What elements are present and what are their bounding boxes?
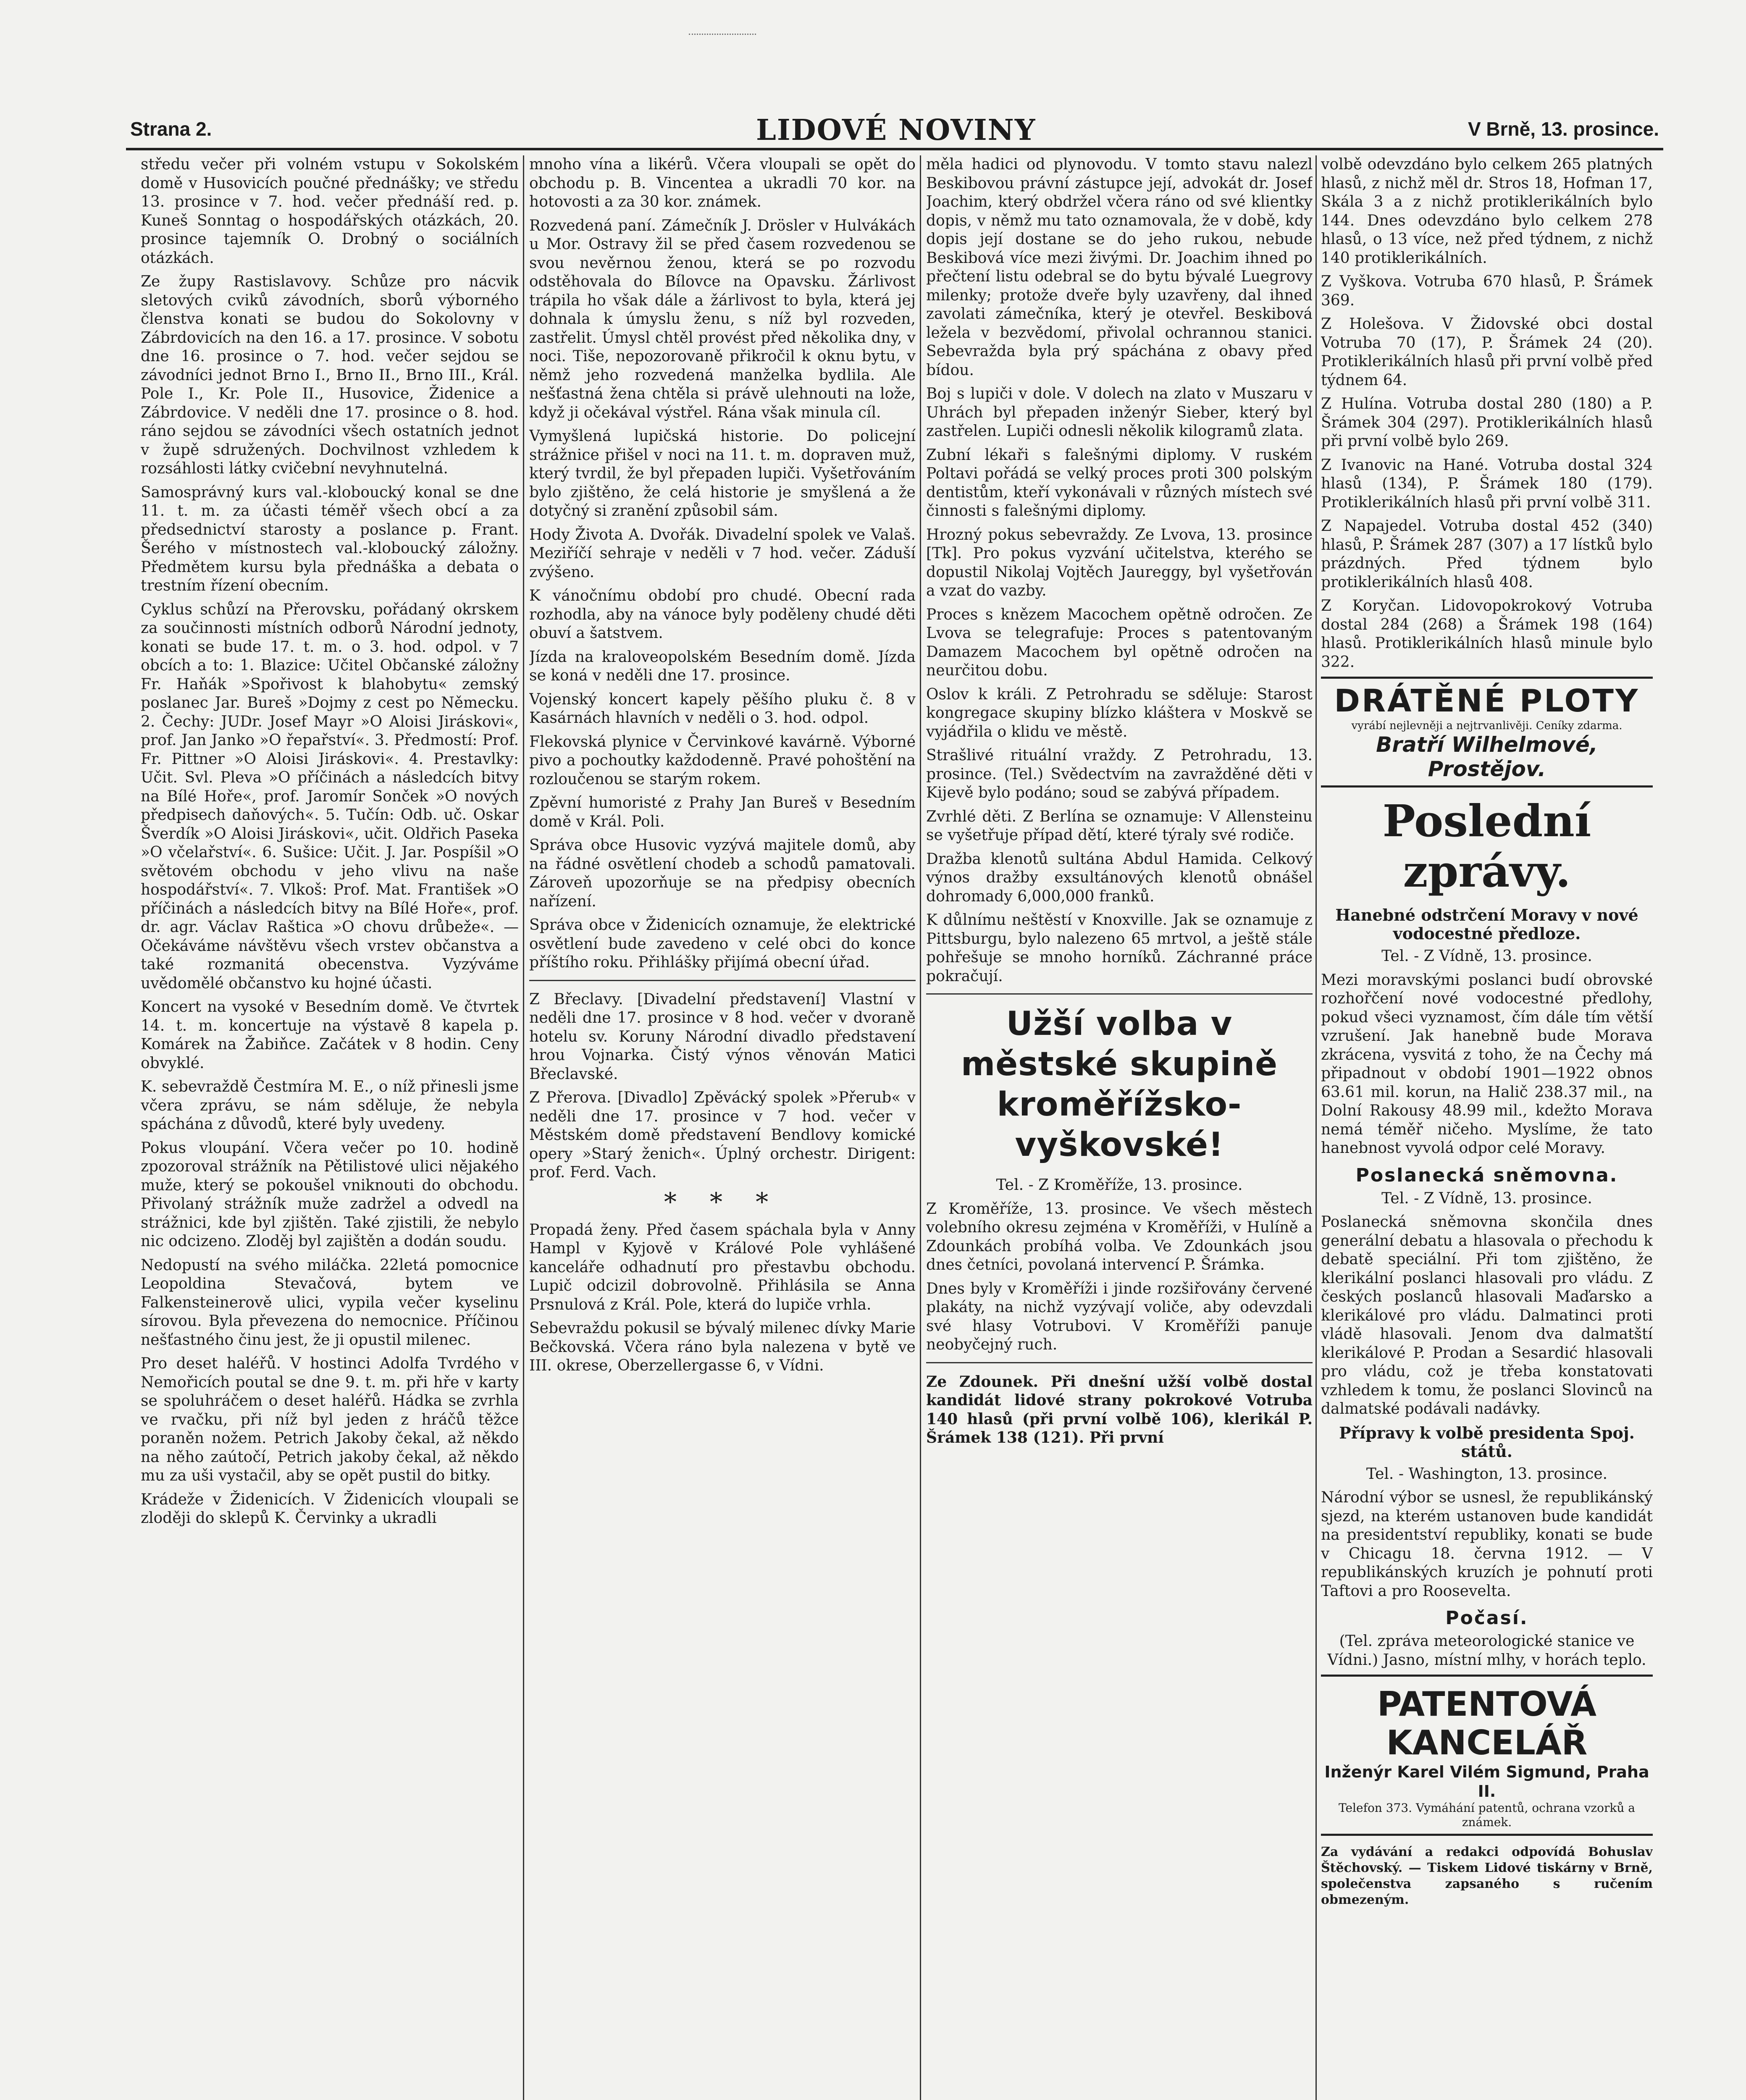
article: Z Koryčan. Lidovopokrokový Votruba dostal 284 (268) a Šrámek 198 (164) hlasů. Protiklerikálních hlasů minule bylo 322.	[1321, 597, 1653, 671]
article: Národní výbor se usnesl, že republikánský sjezd, na kterém ustanoven bude kandidát na presidentství republiky, konati se bude v Chicagu 18. června 1912. — V republikánských kruzích je pohnutí proti Taftovi a pro Roosevelta.	[1321, 1489, 1653, 1600]
article: Oslov k králi. Z Petrohradu se sděluje: Starost kongregace skupiny blízko kláštera v Moskvě se vyjádřila o klidu ve městě.	[926, 685, 1313, 740]
divider	[529, 980, 916, 981]
date-place: V Brně, 13. prosince.	[1468, 118, 1659, 140]
article: K. sebevraždě Čestmíra M. E., o níž přinesli jsme včera zprávu, se nám sděluje, že nebyla spáchána z důvodů, které byly uvedeny.	[141, 1078, 519, 1133]
article: Z Holešova. V Židovské obci dostal Votruba 70 (17), P. Šrámek 24 (20). Protiklerikálních hlasů při první volbě před týdnem 64.	[1321, 315, 1653, 389]
article: K důlnímu neštěstí v Knoxville. Jak se oznamuje z Pittsburgu, bylo nalezeno 65 mrtvol, a ještě stále pohřešuje se mnoho horníků. Záchranné práce pokračují.	[926, 911, 1313, 985]
column-2	[529, 155, 916, 2100]
article: Dražba klenotů sultána Abdul Hamida. Celkový výnos dražby exsultánových klenotů obnášel dohromady 6,000,000 franků.	[926, 850, 1313, 905]
article: Dnes byly v Kroměříži i jinde rozšiřovány červené plakáty, na nichž vyzývají voliče, aby odevzdali své hlasy Votrubovi. V Kroměříži panuje neobyčejný ruch.	[926, 1280, 1313, 1353]
page-header	[130, 113, 1659, 147]
article: Zvrhlé děti. Z Berlína se oznamuje: V Allensteinu se vyšetřuje případ dětí, které týraly své rodiče.	[926, 808, 1313, 844]
advertisement-wire-fences	[1321, 677, 1653, 788]
newspaper-title: LIDOVÉ NOVINY	[756, 113, 1036, 147]
article: středu večer při volném vstupu v Sokolském domě v Husovicích poučné přednášky; ve středu 13. prosince v 7. hod. večer přednáší red. p. Kuneš Sonntag o hospodářských otázkách, 20. prosince tajemník O. Drobný o sociálních otázkách.	[141, 156, 519, 267]
article: Správa obce v Židenicích oznamuje, že elektrické osvětlení bude zavedeno v celé obci do konce příštího roku. Přihlášky přijímá obecní úřad.	[529, 916, 916, 971]
article: Ze župy Rastislavovy. Schůze pro nácvik sletových cviků závodních, sborů výborného členstva konati se budou do Sokolovny v Zábrdovicích na den 16. a 17. prosince. V sobotu dne 16. prosince o 7. hod. večer sejdou se závodníci jednot Brno I., Brno II., Brno III., Král. Pole I., Kr. Pole II., Husovice, Židenice a Zábrdovice. V neděli dne 17. prosince o 8. hod. ráno sejdou se závodníci všech ostatních jednot v župě sdružených. Dochvilnost vzhledem k rozsáhlosti látky cvičební nevyhnutelná.	[141, 273, 519, 477]
telegram-line: Tel. - Z Vídně, 13. prosince.	[1381, 948, 1592, 965]
article: Z Přerova. [Divadlo] Zpěvácký spolek »Přerub« v neděli dne 17. prosince v 7 hod. večer v Městském domě představení Bendlovy komické opery »Starý ženich«. Úplný orchestr. Dirigent: prof. Ferd. Vach.	[529, 1089, 916, 1181]
section-heading: Poslanecká sněmovna.	[1355, 1164, 1618, 1186]
article: Rozvedená paní. Zámečník J. Drösler v Hulvákách u Mor. Ostravy žil se před časem rozvedenou se svou nevěrnou ženou, která se po rozvodu odstěhovala do Bílovce na Opavsku. Žárlivost trápila ho však dále a žárlivost to byla, která jej dohnala k úmyslu ženu, s níž byl rozveden, zastřelit. Úmysl chtěl provést před několika dny, v noci. Tiše, nepozorovaně přikročil k oknu bytu, v němž jeho rozvedená manželka bydlila. Ale nešťastná žena chtěla si právě ulehnouti na lože, když ji očekával výstřel. Rána však minula cíl.	[529, 217, 916, 421]
imprint: Za vydávání a redakci odpovídá Bohuslav Štěchovský. — Tiskem Lidové tiskárny v Brně, společenstva zapsaného s ručením obmezeným.	[1321, 1845, 1653, 1907]
article: mnoho vína a likérů. Včera vloupali se opět do obchodu p. B. Vincentea a ukradli 70 kor. na hotovosti a za 30 kor. známek.	[529, 156, 916, 210]
weather-text: (Tel. zpráva meteorologické stanice ve Vídni.) Jasno, místní mlhy, v horách teplo.	[1327, 1633, 1646, 1669]
article: Krádeže v Židenicích. V Židenicích vloupali se zloději do sklepů K. Červinky a ukradli	[141, 1491, 519, 1527]
article: Sebevraždu pokusil se bývalý milenec dívky Marie Bečkovská. Včera ráno byla nalezena v bytě ve III. okrese, Oberzellergasse 6, v Vídni.	[529, 1320, 916, 1374]
article: Jízda na kraloveopolském Besedním domě. Jízda se koná v neděli dne 17. prosince.	[529, 648, 916, 684]
article: Z Napajedel. Votruba dostal 452 (340) hlasů, P. Šrámek 287 (307) a 17 lístků bylo prázdných. Před týdnem bylo protiklerikálních hlasů 408.	[1321, 517, 1653, 591]
latest-news-heading: Poslední zprávy.	[1382, 795, 1591, 897]
article: K vánočnímu období pro chudé. Obecní rada rozhodla, aby na vánoce byly poděleny chudé děti obuví a šatstvem.	[529, 587, 916, 642]
ad-title: DRÁTĚNÉ PLOTY	[1334, 683, 1640, 719]
article: Proces s knězem Macochem opětně odročen. Ze Lvova se telegrafuje: Proces s patentovaným Damazem Macochem byl opětně odročen na neurčitou dobu.	[926, 606, 1313, 679]
article: Správa obce Husovic vyzývá majitele domů, aby na řádné osvětlení chodeb a schodů pamatovali. Zároveň upozorňuje se na předpisy obecních nařízení.	[529, 837, 916, 910]
section-heading: Přípravy k volbě presidenta Spoj. států.	[1339, 1423, 1635, 1461]
section-heading: Hanebné odstrčení Moravy v nové vodocestné předloze.	[1335, 906, 1638, 943]
article: Zubní lékaři s falešnými diplomy. V ruském Poltavi pořádá se velký proces proti 300 polským dentistům, kteří vykonávali v různých místech své činnosti s falešnými diplomy.	[926, 446, 1313, 520]
article: Z Vyškova. Votruba 670 hlasů, P. Šrámek 369.	[1321, 273, 1653, 309]
column-4	[1321, 155, 1653, 2100]
ad-subtitle: Inženýr Karel Vilém Sigmund, Praha II.	[1324, 1763, 1649, 1801]
article: Z Kroměříže, 13. prosince. Ve všech městech volebního okresu zejména v Kroměříži, v Hulíně a Zdounkách probíhá volba. Ve Zdounkách jsou dnes četníci, povolaná intervencí P. Šrámka.	[926, 1200, 1313, 1273]
article: Strašlivé rituální vraždy. Z Petrohradu, 13. prosince. (Tel.) Svědectvím na zavražděné děti v Kijevě bylo podáno; soud se zabývá případem.	[926, 747, 1313, 801]
article: Propadá ženy. Před časem spáchala byla v Anny Hampl v Kyjově v Králové Pole vyhlášené kanceláře odhadnutí pro přestavbu obchodu. Lupič odcizil dobrovolně. Přihlásila se Anna Prsnulová z Král. Pole, která do lupiče vrhla.	[529, 1221, 916, 1313]
article: Z Břeclavy. [Divadelní představení] Vlastní v neděli dne 17. prosince v 8 hod. večer v dvoraně hotelu sv. Koruny Národní divadlo představení hrou Vojnarka. Čistý výnos věnován Matici Břeclavské.	[529, 990, 916, 1083]
weather-heading: Počasí.	[1445, 1607, 1528, 1629]
article: volbě odevzdáno bylo celkem 265 platných hlasů, z nichž měl dr. Stros 18, Hofman 17, Skála 3 a z nichž protiklerikálních bylo 144. Dnes odevzdáno bylo celkem 278 hlasů, o 13 více, než před týdnem, z nichž 140 protiklerikálních.	[1321, 156, 1653, 267]
article: Vojenský koncert kapely pěšího pluku č. 8 v Kasárnách hlavních v neděli o 3. hod. odpol.	[529, 690, 916, 727]
column-3	[926, 155, 1313, 2100]
article: Flekovská plynice v Červinkové kavárně. Výborné pivo a pochoutky každodenně. Pravé pohoštění na rozloučenou se starým rokem.	[529, 733, 916, 788]
article: Poslanecká sněmovna skončila dnes generální debatu a hlasovala o přechodu k debatě speciální. Při tom zjištěno, že klerikální poslanci hlasovali pro vládu. Z českých poslanců hlasovali Maďarsko a klerikálové pro vládu. Dalmatinci proti vládě hlasovali. Jenom dva dalmatští klerikálové P. Prodan a Sesardić hlasovali pro vládu, což je třeba konstatovati vzhledem k tomu, že poslanci Slovinců na dalmatské podávali nadávky.	[1321, 1213, 1653, 1418]
election-headline: Užší volba v městské skupině kroměřížsko-vyškovské!	[961, 1005, 1278, 1164]
telegram-line: Tel. - Washington, 13. prosince.	[1366, 1465, 1608, 1483]
telegram-line: Tel. - Z Kroměříže, 13. prosince.	[996, 1176, 1243, 1194]
advertisement-patent-office	[1321, 1675, 1653, 1836]
ad-details: Telefon 373. Vymáhání patentů, ochrana vzorků a známek.	[1338, 1801, 1635, 1829]
scan-mark	[689, 17, 756, 35]
article: Vymyšlená lupičská historie. Do policejní strážnice přišel v noci na 11. t. m. dopraven muž, který tvrdil, že byl přepaden lupiči. Vyšetřováním bylo zjištěno, že celá historie je smyšlená a že dotyčný si zranění způsobil sám.	[529, 428, 916, 520]
column-1	[141, 155, 519, 2100]
article: Boj s lupiči v dole. V dolech na zlato v Muszaru v Uhrách byl přepaden inženýr Sieber, který byl zastřelen. Lupiči odnesli několik kilogramů zlata.	[926, 385, 1313, 440]
article: Samosprávný kurs val.-kloboucký konal se dne 11. t. m. za účasti téměř všech obcí a za předsednictví starosty a poslance p. Frant. Šerého v místnostech val.-kloboucký záložny. Předmětem kursu byla přednáška a debata o trestním řízení obecním.	[141, 483, 519, 594]
divider	[926, 993, 1313, 995]
article: Z Hulína. Votruba dostal 280 (180) a P. Šrámek 304 (297). Protiklerikálních hlasů při první volbě bylo 269.	[1321, 395, 1653, 450]
article: Zpěvní humoristé z Prahy Jan Bureš v Besedním domě v Král. Poli.	[529, 794, 916, 830]
article: Hody Života A. Dvořák. Divadelní spolek ve Valaš. Meziříčí sehraje v neděli v 7 hod. večer. Záduší zvýšeno.	[529, 526, 916, 581]
telegram-line: Tel. - Z Vídně, 13. prosince.	[1381, 1189, 1592, 1207]
article: Mezi moravskými poslanci budí obrovské rozhořčení nové vodocestné předlohy, pokud všeci vyznamost, čím dále tím větší vzrušení. Jak hanebně bude Morava zkrácena, vysvitá z toho, že na Čechy má připadnout v období 1901—1922 obnos 63.61 mil. korun, na Halič 238.37 mil., na Dolní Rakousy 48.99 mil., kdežto Morava nemá téměř ničeho. Myslíme, že tato hanebnost vyvolá odpor celé Moravy.	[1321, 971, 1653, 1157]
article: Pokus vloupání. Včera večer po 10. hodině zpozoroval strážník na Pětilistové ulici nějakého muže, který se pokoušel vniknouti do obchodu. Přivolaný strážník muže zadržel a odvedl na strážnici, kde byl zjištěn. Také zjistili, že nebylo nic odcizeno. Zloděj byl zajištěn a dodán soudu.	[141, 1139, 519, 1250]
article: Nedopustí na svého miláčka. 22letá pomocnice Leopoldina Stevačová, bytem ve Falkensteinerově ulici, vypila večer kyselinu sírovou. Byla převezena do nemocnice. Příčinou nešťastného činu jest, že ji opustil milenec.	[141, 1256, 519, 1349]
article: Z Ivanovic na Hané. Votruba dostal 324 hlasů (134), P. Šrámek 180 (179). Protiklerikálních hlasů při první volbě 311.	[1321, 456, 1653, 511]
ad-firm: Bratří Wilhelmové, Prostějov.	[1376, 732, 1598, 781]
column-divider	[920, 155, 921, 2100]
article: Koncert na vysoké v Besedním domě. Ve čtvrtek 14. t. m. koncertuje na výstavě 8 kapela p. Komárek na Žabiňce. Začátek v 8 hodin. Ceny obvyklé.	[141, 998, 519, 1072]
page-label: Strana 2.	[130, 118, 212, 140]
article: Hrozný pokus sebevraždy. Ze Lvova, 13. prosince [Tk]. Pro pokus vyzvání učitelstva, kterého se dopustil Nikolaj Vojtěch Jaureggy, byl vyšetřován a vzat do vazby.	[926, 526, 1313, 599]
column-divider	[1315, 155, 1317, 2100]
column-divider	[523, 155, 524, 2100]
ad-title: PATENTOVÁ KANCELÁŘ	[1377, 1685, 1596, 1762]
article: Cyklus schůzí na Přerovsku, pořádaný okrskem za součinnosti místních odborů Národní jednoty, konati se bude 17. t. m. o 3. hod. odpol. v 7 obcích a to: 1. Blazice: Učitel Občanské záložny Fr. Haňák »Spořivost k blahobytu« zemský poslanec Jar. Bureš »Dojmy z cest po Německu. 2. Čechy: JUDr. Josef Mayr »O Aloisi Jiráskovi«, prof. Jan Janko »O řepařství«. 3. Předmostí: Prof. Fr. Pittner »O Aloisi Jiráskovi«. 4. Prestavlky: Učit. Svl. Pleva »O příčinách a následcích bitvy na Bílé Hoře«, prof. Jaromír Sonček »O nových předpisech daňových«. 5. Tučín: Odb. uč. Oskar Šverdík »O Aloisi Jiráskovi«, učit. Oldřich Paseka »O včelařství«. 6. Sušice: Učit. J. Jar. Pospíšil »O světovém obchodu v jeho vlivu na naše hospodářství«. 7. Vlkoš: Prof. Mat. František »O příčinách a následcích bitvy na Bílé Hoře«, prof. dr. agr. Václav Raštica »O chovu drůbeže«. — Očekáváme návštěvu všech vrstev občanstva a také rozmanitá obecenstva. Vyzýváme uvědomělé občanstvo ku hojné účasti.	[141, 601, 519, 992]
section-separator: * * *	[664, 1187, 781, 1217]
header-rule	[126, 148, 1663, 150]
divider	[926, 1362, 1313, 1363]
article: měla hadici od plynovodu. V tomto stavu nalezl Beskibovou právní zástupce její, advokát dr. Josef Joachim, který obdržel včera ráno od své klientky dopis, v němž mu tato oznamovala, že v době, kdy dopis její dostane se do jeho rukou, nebude Beskibová více mezi živými. Dr. Joachim ihned po přečtení listu odebral se do bytu bývalé Luegrovy milenky; protože dveře byly uzavřeny, dal ihned zavolati zámečníka, který je otevřel. Beskibová ležela v bezvědomí, přivolal ochrannou stanici. Sebevražda byla prý spáchána z obavy před bídou.	[926, 156, 1313, 379]
article: Ze Zdounek. Při dnešní užší volbě dostal kandidát lidové strany pokrokové Votruba 140 hlasů (při první volbě 106), klerikál P. Šrámek 138 (121). Při první	[926, 1373, 1313, 1446]
article: Pro deset haléřů. V hostinci Adolfa Tvrdého v Nemořicích poutal se dne 9. t. m. při hře v karty se spoluhráčem o deset haléřů. Hádka se zvrhla ve rvačku, při níž byl jeden z hráčů těžce poraněn nožem. Petrich Jakoby čekal, až někdo na něho zaútočí, Petrich jakoby čekal, až někdo mu za uši vystačil, aby se opět pustil do bitky.	[141, 1355, 519, 1484]
ad-subtitle: vyrábí nejlevněji a nejtrvanlivěji. Ceníky zdarma.	[1351, 719, 1623, 732]
